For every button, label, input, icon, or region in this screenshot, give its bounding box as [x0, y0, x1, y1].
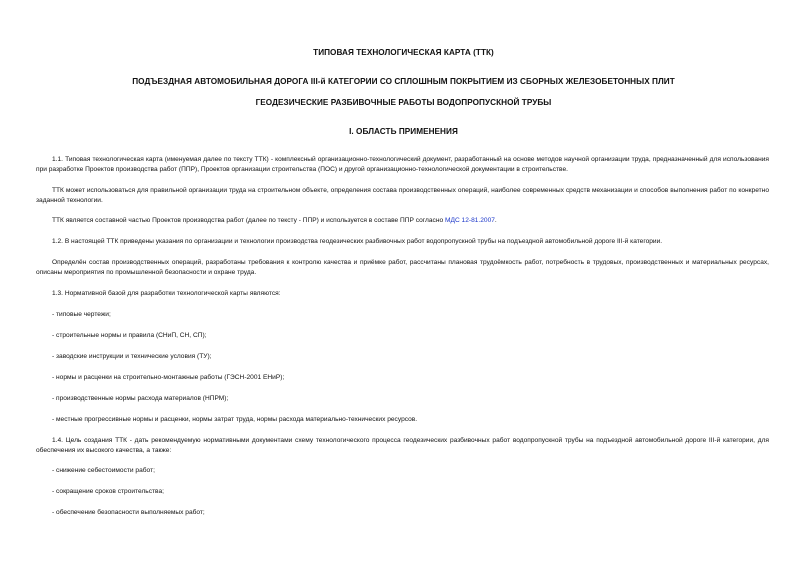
paragraph-ttk-usage: ТТК может использоваться для правильной организации труда на строительном объекте, определения состава производственных операций, наиболее современных средств механизации и способов выполнения работ по конкретно заданной технологии.	[36, 187, 769, 205]
list-item: - нормы и расценки на строительно-монтажные работы (ГЭСН-2001 ЕНиР);	[52, 374, 285, 381]
paragraph-1-2: 1.2. В настоящей ТТК приведены указания по организации и технологии производства геодезических разбивочных работ водопропускной трубы на подъездной автомобильной дороге III-й категории.	[52, 238, 663, 245]
list-item: - строительные нормы и правила (СНиП, СН, СП);	[52, 332, 207, 339]
section-heading: I. ОБЛАСТЬ ПРИМЕНЕНИЯ	[349, 127, 458, 136]
list-item: - производственные нормы расхода материалов (НПРМ);	[52, 395, 229, 402]
paragraph-ttk-part-text: ТТК является составной частью Проектов производства работ (далее по тексту - ППР) и используется в составе ППР согласно	[52, 217, 445, 224]
document-subtitle-work: ГЕОДЕЗИЧЕСКИЕ РАЗБИВОЧНЫЕ РАБОТЫ ВОДОПРОПУСКНОЙ ТРУБЫ	[255, 98, 552, 107]
mds-reference-link[interactable]: МДС 12-81.2007	[444, 217, 495, 224]
list-item: - снижение себестоимости работ;	[52, 467, 155, 474]
paragraph-1-3: 1.3. Нормативной базой для разработки технологической карты являются:	[52, 290, 281, 297]
document-title: ТИПОВАЯ ТЕХНОЛОГИЧЕСКАЯ КАРТА (ТТК)	[313, 48, 494, 57]
document-subtitle-object: ПОДЪЕЗДНАЯ АВТОМОБИЛЬНАЯ ДОРОГА III-й КАТЕГОРИИ СО СПЛОШНЫМ ПОКРЫТИЕМ ИЗ СБОРНЫХ ЖЕЛЕЗОБЕТОННЫХ ПЛИТ	[132, 77, 675, 86]
list-item: - сокращение сроков строительства;	[52, 488, 164, 495]
paragraph-ttk-part	[36, 216, 769, 226]
paragraph-1-1: 1.1. Типовая технологическая карта (именуемая далее по тексту ТТК) - комплексный организационно-технологический документ, разработанный на основе методов научной организации труда, предназначенный для использования при разработке Проектов производства работ (ППР), Проектов организации строительства (ПОС) и другой организационно-технологической документации в строительстве.	[36, 156, 769, 174]
list-item: - типовые чертежи;	[52, 311, 111, 318]
paragraph-1-4: 1.4. Цель создания ТТК - дать рекомендуемую нормативными документами схему технологического процесса геодезических разбивочных работ водопропускной трубы на подъездной автомобильной дороге III-й категории, для обеспечения их высокого качества, а также:	[36, 437, 769, 455]
paragraph-composition: Определён состав производственных операций, разработаны требования к контролю качества и приёмке работ, рассчитаны плановая трудоёмкость работ, потребность в трудовых, производственных и материальных ресурсах, описаны мероприятия по промышленной безопасности и охране труда.	[36, 259, 769, 277]
list-item: - обеспечение безопасности выполняемых работ;	[52, 509, 205, 516]
list-item: - заводские инструкции и технические условия (ТУ);	[52, 353, 212, 360]
paragraph-ttk-part-end: .	[494, 217, 497, 224]
list-item: - местные прогрессивные нормы и расценки, нормы затрат труда, нормы расхода материально-технических ресурсов.	[52, 416, 418, 423]
